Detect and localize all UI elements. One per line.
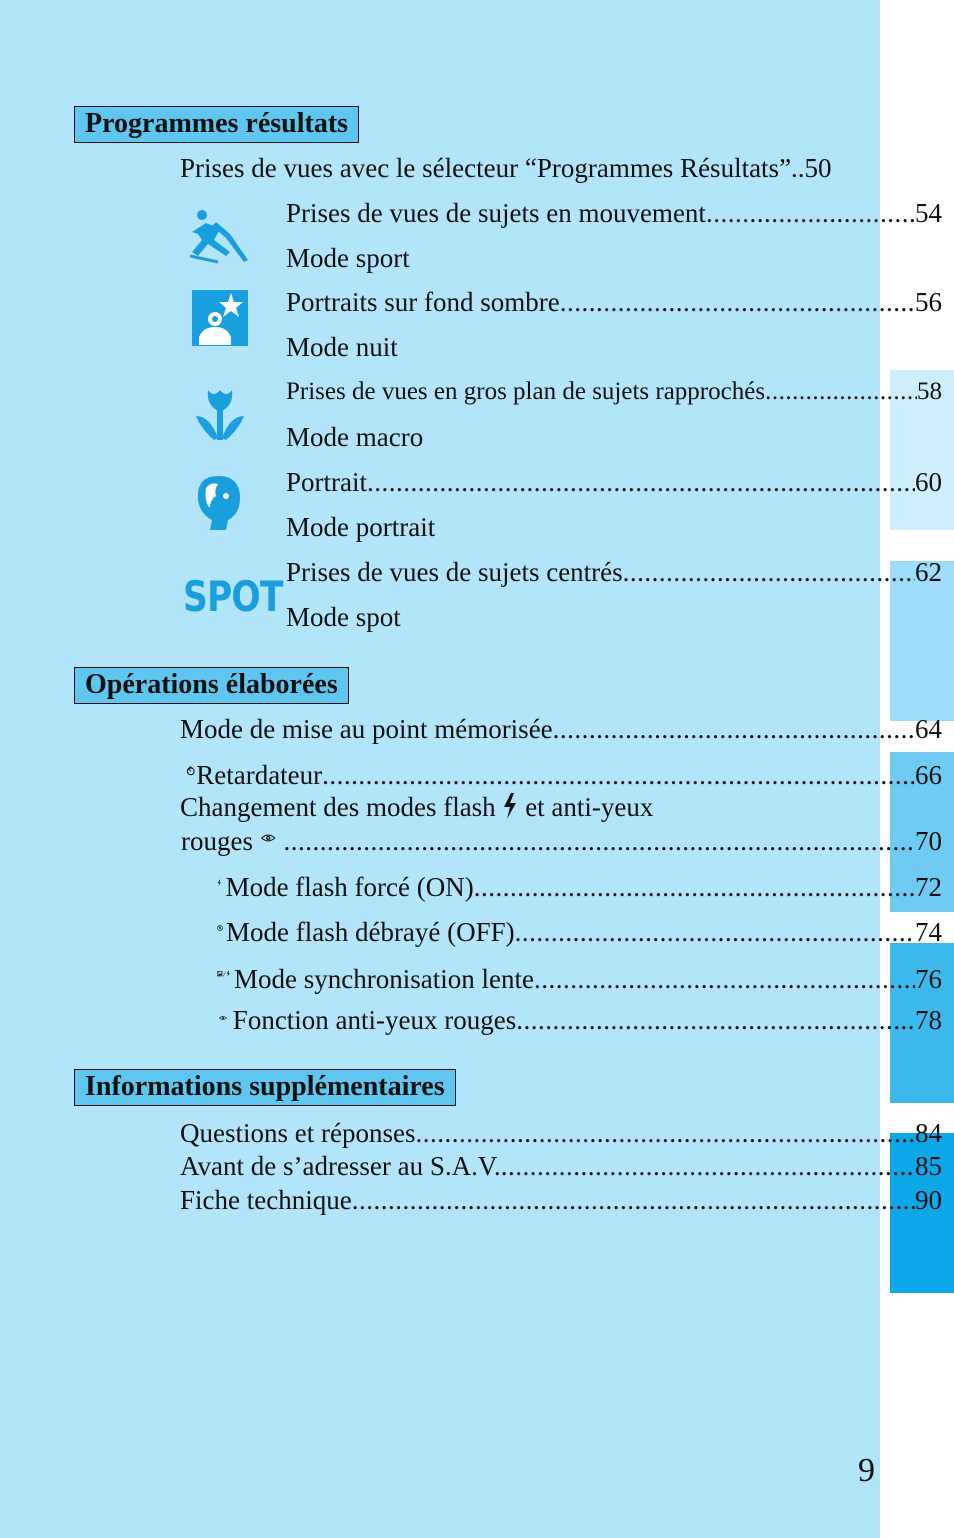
toc-entry-dots	[284, 825, 916, 857]
toc-entry-specs[interactable]	[180, 1184, 942, 1216]
toc-entry-dots	[623, 556, 915, 588]
toc-entry-label: Avant de s’adresser au S.A.V.	[180, 1151, 501, 1181]
toc-entry-slow-sync[interactable]	[217, 960, 942, 995]
mode-name-portrait: Mode portrait	[286, 512, 436, 542]
toc-entry-page: 76	[915, 964, 942, 994]
section-title-informations-supplementaires: Informations supplémentaires	[74, 1069, 456, 1106]
toc-entry-label: Fonction anti-yeux rouges	[232, 1005, 517, 1035]
toc-entry-page: 90	[915, 1185, 942, 1215]
toc-entry-focus-lock[interactable]	[180, 713, 942, 745]
toc-entry-flash-off[interactable]	[217, 915, 942, 948]
toc-entry-page: 64	[915, 714, 942, 744]
toc-entry-spot[interactable]	[286, 556, 942, 588]
mode-name-sport: Mode sport	[286, 243, 410, 273]
toc-entry-page: 56	[915, 287, 942, 317]
toc-entry-label: Prises de vues en gros plan de sujets rapprochés	[286, 378, 766, 405]
toc-entry-dots	[534, 963, 915, 995]
toc-entry-dots	[474, 871, 915, 903]
toc-entry-label: Fiche technique	[180, 1185, 352, 1215]
toc-entry-red-eye[interactable]	[219, 1004, 942, 1036]
toc-entry-dots	[367, 466, 915, 498]
toc-entry-label: Retardateur	[196, 760, 323, 790]
toc-entry-self-timer[interactable]	[186, 758, 942, 791]
toc-entry-label: Mode flash débrayé (OFF)	[225, 917, 515, 947]
macro-tulip-icon	[194, 386, 246, 442]
toc-entry-page: 78	[915, 1005, 942, 1035]
toc-entry-page: 66	[915, 760, 942, 790]
toc-entry-page: 50	[804, 153, 832, 183]
toc-entry-label: Portraits sur fond sombre	[286, 287, 560, 317]
toc-entry-dots	[765, 376, 917, 408]
toc-entry-dots	[706, 197, 915, 229]
page-number: 9	[858, 1452, 875, 1489]
toc-entry-page: 72	[915, 872, 942, 902]
mode-name-macro: Mode macro	[286, 422, 424, 452]
toc-entry-page: 74	[915, 917, 942, 947]
toc-entry-programmes-selector[interactable]	[180, 152, 942, 184]
toc-entry-dots	[516, 1004, 915, 1036]
toc-entry-page: 70	[915, 826, 942, 856]
mode-name-night: Mode nuit	[286, 332, 398, 362]
toc-entry-label: Prises de vues de sujets centrés	[286, 557, 623, 587]
toc-entry-page: 84	[915, 1118, 942, 1148]
toc-entry-page: 54	[915, 198, 942, 228]
toc-entry-page: 62	[915, 557, 942, 587]
flash-off-icon	[217, 915, 223, 941]
toc-entry-dots	[515, 916, 915, 948]
toc-entry-dots	[352, 1184, 915, 1216]
toc-entry-label: Changement des modes flash	[180, 792, 496, 822]
toc-entry-page: 60	[915, 467, 942, 497]
toc-entry-flash-on[interactable]	[217, 870, 942, 903]
sport-mode-icon	[186, 208, 252, 266]
toc-entry-page: 58	[917, 378, 942, 405]
section-title-operations-elaborees: Opérations élaborées	[74, 667, 349, 704]
toc-entry-label: Prises de vues avec le sélecteur “Programmes Résultats”	[180, 153, 792, 183]
toc-entry-service[interactable]	[180, 1150, 942, 1182]
toc-entry-sport[interactable]	[286, 197, 942, 229]
toc-entry-faq[interactable]	[180, 1117, 942, 1149]
toc-entry-label: rouges	[181, 826, 253, 856]
toc-entry-dots	[501, 1150, 915, 1182]
toc-entry-label: Questions et réponses	[180, 1118, 416, 1148]
section-title-programmes-resultats: Programmes résultats	[74, 106, 359, 143]
toc-entry-page: 85	[915, 1151, 942, 1181]
slow-sync-flash-icon	[217, 960, 231, 988]
toc-entry-dots	[415, 1117, 915, 1149]
spot-mode-icon: SPOT	[183, 572, 283, 621]
toc-entry-flash-modes-line1	[180, 791, 653, 823]
self-timer-icon	[186, 758, 196, 784]
toc-entry-label: Mode de mise au point mémorisée	[180, 714, 553, 744]
night-portrait-mode-icon	[191, 289, 249, 347]
toc-entry-label: Prises de vues de sujets en mouvement	[286, 198, 706, 228]
toc-entry-dots	[553, 713, 915, 745]
toc-entry-label-tail: et anti-yeux	[525, 792, 654, 822]
toc-entry-night[interactable]	[286, 286, 942, 318]
toc-entry-label: Mode synchronisation lente	[234, 964, 534, 994]
toc-entry-dots: ..	[791, 153, 805, 183]
red-eye-icon	[261, 826, 276, 850]
mode-name-spot: Mode spot	[286, 602, 401, 632]
toc-entry-dots	[322, 759, 915, 791]
portrait-head-icon	[196, 474, 242, 532]
flash-icon	[502, 793, 518, 819]
toc-entry-macro[interactable]	[286, 376, 942, 408]
red-eye-icon	[219, 1007, 227, 1029]
toc-entry-flash-modes[interactable]	[181, 825, 942, 857]
toc-entry-label: Portrait	[286, 467, 367, 497]
toc-entry-dots	[560, 286, 915, 318]
flash-icon	[217, 870, 222, 896]
toc-entry-label: Mode flash forcé (ON)	[225, 872, 474, 902]
toc-entry-portrait[interactable]	[286, 466, 942, 498]
